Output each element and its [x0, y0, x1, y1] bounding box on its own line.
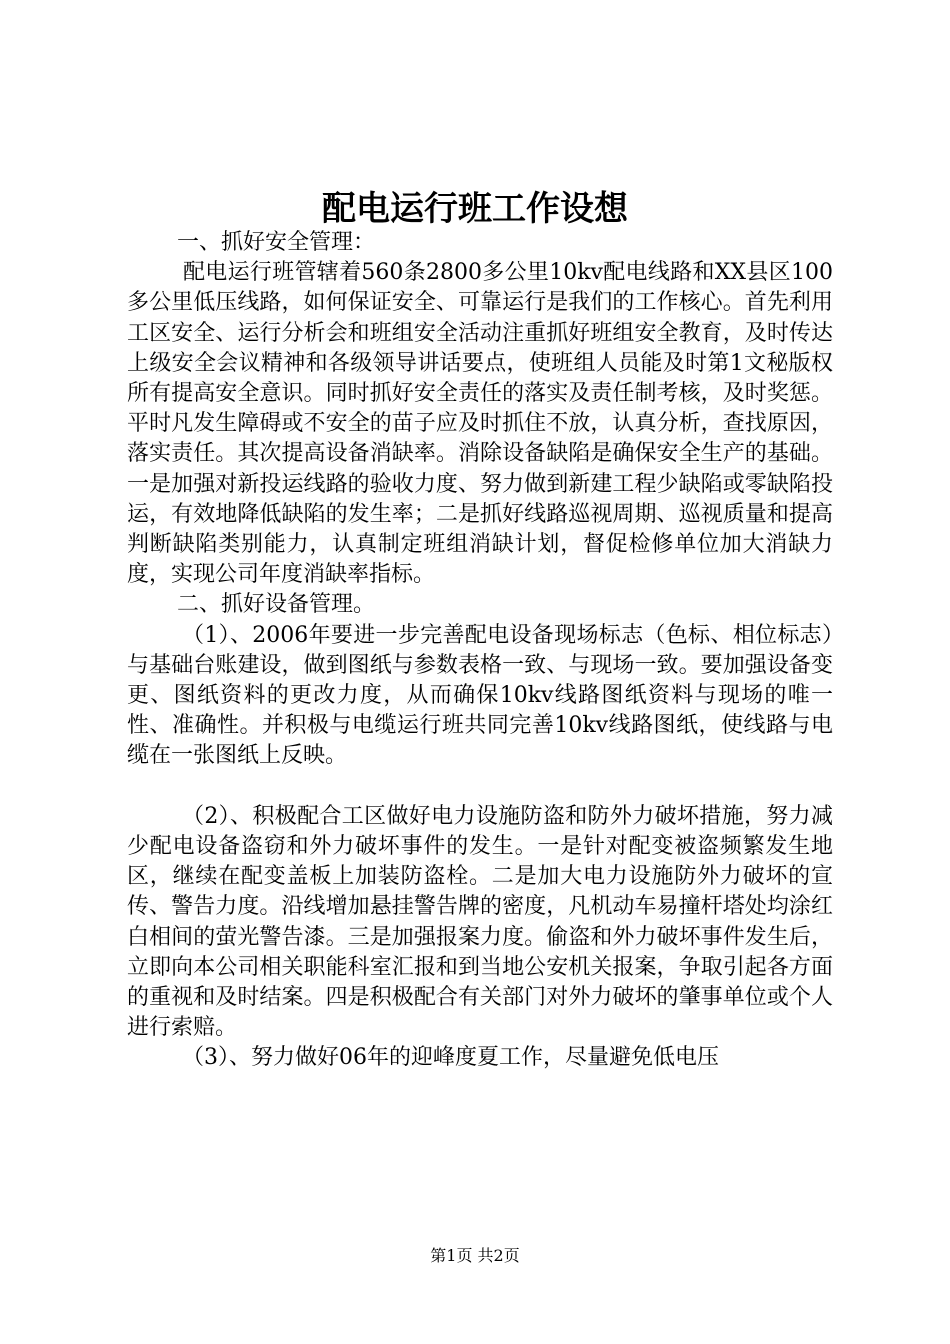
paragraph-gap [127, 772, 833, 802]
section-heading-safety: 一、抓好安全管理： [177, 230, 376, 255]
list-item-3: （3）、努力做好06年的迎峰度夏工作，尽量避免低电压 [182, 1045, 719, 1071]
paragraph-safety: 配电运行班管辖着560条2800多公里10kv配电线路和XX县区100多公里低压线路，如何保证安全、可靠运行是我们的工作核心。首先利用工区安全、运行分析会和班组安全活动注重抓好班组安全教育，及时传达上级安全会议精神和各级领导讲话要点，使班组人员能及时第1文秘版权所有提高安全意识。同时抓好安全责任的落实及责任制考核，及时奖惩。平时凡发生障碍或不安全的苗子应及时抓住不放，认真分析，查找原因，落实责任。其次提高设备消缺率。消除设备缺陷是确保安全生产的基础。一是加强对新投运线路的验收力度、努力做到新建工程少缺陷或零缺陷投运，有效地降低缺陷的发生率；二是抓好线路巡视周期、巡视质量和提高判断缺陷类别能力，认真制定班组消缺计划，督促检修单位加大消缺力度，实现公司年度消缺率指标。 [127, 260, 833, 588]
document-body [127, 228, 833, 1074]
list-item-2: （2）、积极配合工区做好电力设施防盗和防外力破坏措施，努力减少配电设备盗窃和外力破坏事件的发生。一是针对配变被盗频繁发生地区，继续在配变盖板上加装防盗栓。二是加大电力设施防外力破坏的宣传、警告力度。沿线增加悬挂警告牌的密度，凡机动车易撞杆塔处均涂红白相间的萤光警告漆。三是加强报案力度。偷盗和外力破坏事件发生后，立即向本公司相关职能科室汇报和到当地公安机关报案，争取引起各方面的重视和及时结案。四是积极配合有关部门对外力破坏的肇事单位或个人进行索赔。 [127, 803, 833, 1041]
page-title: 配电运行班工作设想 [322, 189, 628, 229]
section-heading-equipment: 二、抓好设备管理。 [177, 592, 376, 618]
page-number-footer: 第1页 共2页 [430, 1246, 520, 1265]
list-item-1: （1）、2006年要进一步完善配电设备现场标志（色标、相位标志）与基础台账建设，做到图纸与参数表格一致、与现场一致。要加强设备变更、图纸资料的更改力度，从而确保10kv线路图纸资料与现场的唯一性、准确性。并积极与电缆运行班共同完善10kv线路图纸，使线路与电缆在一张图纸上反映。 [127, 622, 833, 769]
